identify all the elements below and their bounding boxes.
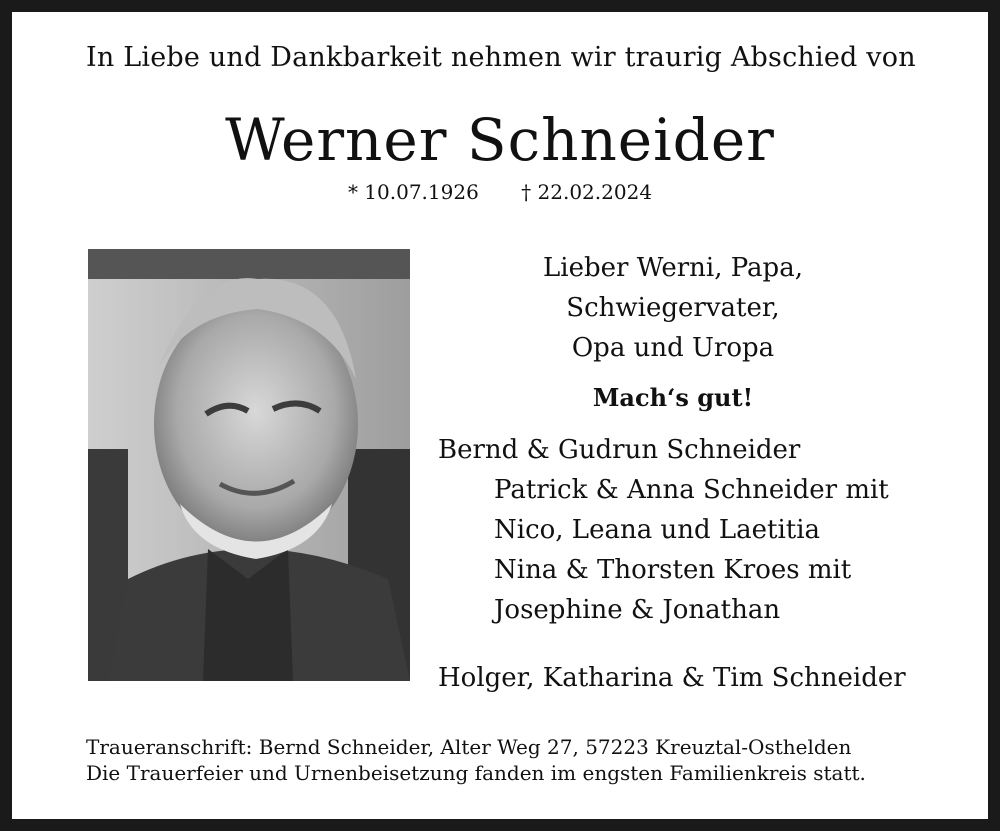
mourner-line: Josephine & Jonathan [494,595,781,625]
greeting-line: Opa und Uropa [571,333,775,363]
mourner-line: Nico, Leana und Laetitia [494,515,821,545]
death-date: † 22.02.2024 [521,180,653,204]
mourning-address: Traueranschrift: Bernd Schneider, Alter Weg 27, 57223 Kreuztal-Osthelden [86,735,852,759]
funeral-note: Die Trauerfeier und Urnenbeisetzung fanden im engsten Familienkreis statt. [86,761,866,785]
mourner-line: Bernd & Gudrun Schneider [438,435,801,465]
message-block [438,248,978,698]
portrait-photo [88,249,410,681]
greeting-line: Lieber Werni, Papa, Schwiegervater, [543,253,803,323]
footer-info [86,734,866,786]
birth-date: * 10.07.1926 [347,180,479,204]
life-dates [12,180,988,204]
mourner-line: Patrick & Anna Schneider mit [494,475,889,505]
mourners-list [438,430,978,630]
portrait-photo-icon [88,249,410,681]
farewell-text: Mach‘s gut! [592,383,754,412]
mourner-line-last: Holger, Katharina & Tim Schneider [438,663,906,693]
greeting [438,248,908,368]
mourner-line: Nina & Thorsten Kroes mit [494,555,852,585]
deceased-name: Werner Schneider [225,106,775,174]
intro-text: In Liebe und Dankbarkeit nehmen wir traurig Abschied von [86,42,916,73]
